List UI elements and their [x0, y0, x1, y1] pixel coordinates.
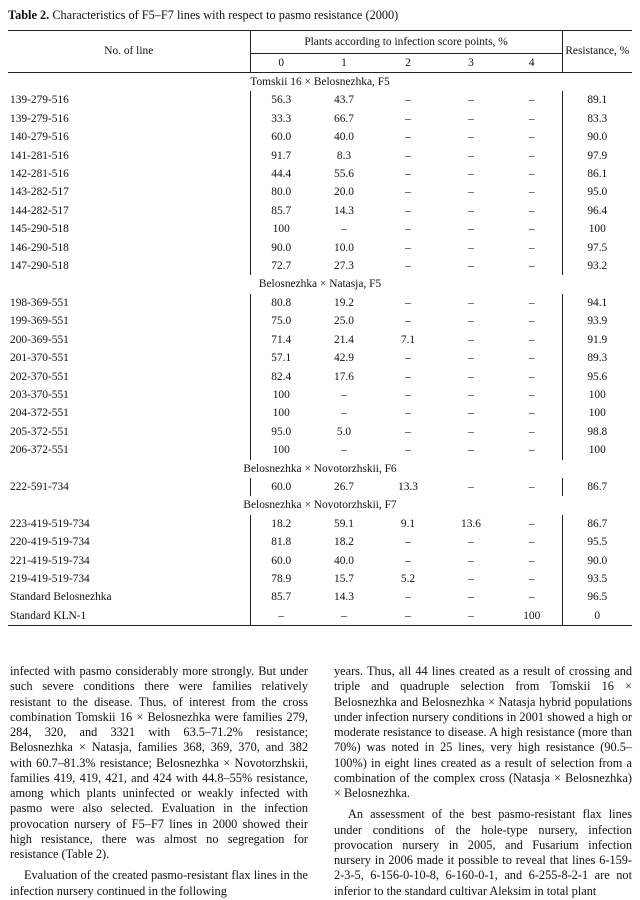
score-cell-2: –	[405, 407, 411, 420]
score-cell-1: 19.2	[334, 296, 354, 309]
score-cell-3: –	[468, 149, 474, 162]
table-caption-label: Table 2.	[8, 8, 50, 22]
score-cell-4: –	[528, 352, 535, 365]
line-number-cell: 144-282-517	[10, 204, 69, 217]
resistance-cell: 95.6	[562, 368, 632, 386]
score-cell-4: –	[528, 536, 535, 549]
table-row	[8, 368, 632, 386]
score-cell-4: –	[528, 260, 535, 273]
resistance-cell: 100	[562, 404, 632, 422]
group-title: Tomskii 16 × Belosnezhka, F5	[250, 76, 390, 88]
score-cell-3: –	[468, 204, 474, 217]
table-row	[8, 91, 632, 109]
score-cell-4: –	[528, 94, 535, 107]
score-cell-3: –	[468, 425, 474, 438]
score-cell-2: 7.1	[400, 333, 416, 346]
score-cell-4: –	[528, 112, 535, 125]
body-paragraph: infected with pasmo considerably more strongly. But under such severe conditions there were families relatively resistant to the disease. Thus, of interest from the cross combination Tomskii 16 × Belosnezhka were families 279, 284, 320, and 3321 with 63.5–71.2% resistance; Belosnezhka × Natasja, families 368, 369, 370, and 382 with 60.7–81.3% resistance; Belosnezhka × Novotorzhskii, families 419, 419, 421, and 424 with 44.8–55% resistance, among which plants uninfected or weakly infected with pasmo were also selected. Evaluation in the infection provocation nursery of F5–F7 lines in 2000 showed their high resistance, there was almost no segregation for resistance (Table 2).	[10, 664, 308, 861]
score-cell-1: 10.0	[334, 241, 354, 254]
score-cell-2: 5.2	[400, 572, 416, 585]
line-number-cell: 141-281-516	[10, 149, 69, 162]
score-cell-0: –	[250, 607, 312, 626]
score-cell-3: –	[468, 554, 474, 567]
score-cell-3: –	[468, 94, 474, 107]
table-row	[8, 239, 632, 257]
resistance-cell: 93.9	[562, 312, 632, 330]
score-cell-1: 18.2	[334, 536, 354, 549]
score-cell-4: –	[528, 554, 535, 567]
score-cell-4: –	[528, 517, 535, 530]
score-cell-3: –	[468, 186, 474, 199]
score-cell-4: –	[528, 591, 535, 604]
score-cell-3: –	[468, 572, 474, 585]
score-cell-2: –	[405, 168, 411, 181]
score-cell-3: 13.6	[461, 517, 481, 530]
score-cell-1: 26.7	[334, 480, 354, 493]
table-group-row	[8, 460, 632, 478]
score-cell-2: –	[405, 149, 411, 162]
table-row	[8, 128, 632, 146]
score-cell-1: –	[341, 444, 347, 457]
score-cell-4: –	[528, 204, 535, 217]
line-number-cell: 146-290-518	[10, 241, 69, 254]
score-cell-1: –	[312, 607, 376, 626]
score-cell-1: –	[341, 388, 347, 401]
score-cell-3: –	[468, 112, 474, 125]
score-cell-4: –	[528, 315, 535, 328]
group-title: Belosnezhka × Novotorzhskii, F7	[243, 499, 397, 512]
line-number-cell: 219-419-519-734	[10, 572, 90, 585]
score-cell-0: 85.7	[250, 202, 312, 220]
score-cell-0: 100	[250, 220, 312, 238]
line-number-cell: 147-290-518	[10, 260, 69, 273]
score-cell-0: 80.0	[250, 183, 312, 201]
score-cell-2: –	[405, 204, 411, 217]
table-row	[8, 515, 632, 533]
table-row	[8, 294, 632, 312]
line-number-cell: 222-591-734	[10, 480, 69, 493]
score-cell-1: 40.0	[334, 131, 354, 144]
body-paragraph: An assessment of the best pasmo-resistant flax lines under conditions of the hole-type nursery, infection provocation nursery in 2005, and Fusarium infection nursery in 2006 made it possible to reveal that lines 6-159-2-3-5, 6-156-0-10-8, 6-160-0-1, and 6-255-8-2-1 are not inferior to the standard cultivar Aleksim in total plant	[334, 807, 632, 898]
score-cell-1: 43.7	[334, 94, 354, 107]
score-cell-4: –	[528, 388, 535, 401]
line-number-cell: 221-419-519-734	[10, 554, 90, 567]
score-cell-2: –	[405, 444, 411, 457]
score-cell-3: –	[468, 352, 474, 365]
table-row	[8, 607, 632, 626]
line-number-cell: 140-279-516	[10, 131, 69, 144]
table-group-row	[8, 73, 632, 92]
score-cell-0: 60.0	[250, 552, 312, 570]
line-number-cell: 201-370-551	[10, 352, 69, 365]
resistance-cell: 100	[562, 220, 632, 238]
score-cell-2: –	[405, 315, 411, 328]
score-cell-2: –	[405, 296, 411, 309]
line-number-cell: 199-369-551	[10, 315, 69, 328]
score-cell-0: 78.9	[250, 570, 312, 588]
score-cell-3: –	[468, 388, 474, 401]
score-cell-0: 33.3	[250, 110, 312, 128]
score-cell-2: –	[405, 223, 411, 236]
line-number-cell: 223-419-519-734	[10, 517, 90, 530]
score-cell-4: –	[528, 572, 535, 585]
table-header	[8, 31, 632, 73]
score-cell-2: –	[405, 186, 411, 199]
group-title: Belosnezhka × Natasja, F5	[258, 278, 382, 291]
resistance-cell: 97.9	[562, 147, 632, 165]
score-cell-4: –	[528, 444, 535, 457]
header-score-point-3: 3	[440, 54, 502, 73]
resistance-cell: 91.9	[562, 331, 632, 349]
table-row	[8, 349, 632, 367]
table-caption-text: Characteristics of F5–F7 lines with respect to pasmo resistance (2000)	[52, 8, 399, 22]
resistance-cell: 89.3	[562, 349, 632, 367]
score-cell-4: –	[528, 407, 535, 420]
score-cell-3: –	[468, 315, 474, 328]
resistance-cell: 94.1	[562, 294, 632, 312]
body-text-left-column	[10, 664, 308, 899]
score-cell-4: –	[528, 333, 535, 346]
table-row	[8, 331, 632, 349]
score-cell-0: 90.0	[250, 239, 312, 257]
score-cell-3: –	[468, 333, 474, 346]
score-cell-4: –	[528, 370, 535, 383]
table-row	[8, 570, 632, 588]
score-cell-0: 82.4	[250, 368, 312, 386]
line-number-cell: 198-369-551	[10, 296, 69, 309]
score-cell-2: –	[405, 94, 411, 107]
group-title: Belosnezhka × Novotorzhskii, F6	[243, 462, 397, 475]
score-cell-3: –	[468, 296, 474, 309]
line-number-cell: 143-282-517	[10, 186, 69, 199]
score-cell-1: –	[341, 223, 347, 236]
score-cell-1: 14.3	[334, 204, 354, 217]
table-row	[8, 478, 632, 496]
score-cell-4: –	[528, 186, 535, 199]
header-resistance: Resistance, %	[562, 31, 632, 73]
score-cell-1: 17.6	[334, 370, 354, 383]
score-cell-1: 66.7	[334, 112, 354, 125]
line-number-cell: 202-370-551	[10, 370, 69, 383]
score-cell-3: –	[468, 223, 474, 236]
table-group-row	[8, 496, 632, 514]
score-cell-4: –	[528, 425, 535, 438]
score-cell-0: 60.0	[250, 128, 312, 146]
score-cell-3: –	[468, 444, 474, 457]
score-cell-3: –	[468, 536, 474, 549]
resistance-cell: 95.5	[562, 533, 632, 551]
score-cell-1: 8.3	[336, 149, 352, 162]
resistance-cell: 90.0	[562, 128, 632, 146]
resistance-cell: 100	[562, 441, 632, 459]
body-text-right-column	[334, 664, 632, 899]
resistance-cell: 90.0	[562, 552, 632, 570]
header-score-point-0: 0	[250, 54, 312, 73]
header-plants-group: Plants according to infection score points, %	[250, 31, 562, 54]
score-cell-2: –	[405, 131, 411, 144]
table-row	[8, 220, 632, 238]
resistance-table	[8, 30, 632, 626]
resistance-cell: 98.8	[562, 423, 632, 441]
line-number-cell: Standard KLN-1	[8, 607, 250, 626]
resistance-cell: 86.7	[562, 478, 632, 496]
score-cell-1: 59.1	[334, 517, 354, 530]
score-cell-2: –	[405, 536, 411, 549]
score-cell-3: –	[468, 168, 474, 181]
score-cell-0: 80.8	[250, 294, 312, 312]
line-number-cell: 142-281-516	[10, 168, 69, 181]
score-cell-1: 27.3	[334, 260, 354, 273]
score-cell-2: 9.1	[400, 517, 416, 530]
score-cell-0: 44.4	[250, 165, 312, 183]
score-cell-1: 40.0	[334, 554, 354, 567]
line-number-cell: 203-370-551	[10, 388, 69, 401]
score-cell-0: 72.7	[250, 257, 312, 275]
header-score-point-4: 4	[502, 54, 562, 73]
score-cell-0: 100	[250, 441, 312, 459]
score-cell-1: 15.7	[334, 572, 354, 585]
score-cell-1: 25.0	[334, 315, 354, 328]
score-cell-4: –	[528, 149, 535, 162]
score-cell-3: –	[468, 591, 474, 604]
score-cell-0: 100	[250, 386, 312, 404]
line-number-cell: 204-372-551	[10, 407, 69, 420]
score-cell-4: 100	[502, 607, 562, 626]
score-cell-4: –	[528, 131, 535, 144]
table-row	[8, 257, 632, 275]
table-row	[8, 552, 632, 570]
resistance-cell: 83.3	[562, 110, 632, 128]
score-cell-0: 18.2	[250, 515, 312, 533]
score-cell-2: –	[405, 370, 411, 383]
score-cell-0: 57.1	[250, 349, 312, 367]
score-cell-4: –	[528, 241, 535, 254]
line-number-cell: 145-290-518	[10, 223, 69, 236]
score-cell-4: –	[528, 168, 535, 181]
table-row	[8, 386, 632, 404]
score-cell-3: –	[468, 260, 474, 273]
table-row	[8, 588, 632, 606]
table-row	[8, 533, 632, 551]
line-number-cell: 220-419-519-734	[10, 536, 90, 549]
score-cell-1: 5.0	[336, 425, 352, 438]
score-cell-3: –	[468, 241, 474, 254]
line-number-cell: 139-279-516	[10, 94, 69, 107]
score-cell-0: 56.3	[250, 91, 312, 109]
score-cell-0: 60.0	[250, 478, 312, 496]
score-cell-0: 75.0	[250, 312, 312, 330]
resistance-cell: 0	[562, 607, 632, 626]
resistance-cell: 93.2	[562, 257, 632, 275]
body-paragraph: years. Thus, all 44 lines created as a result of crossing and triple and quadruple selection from Tomskii 16 × Belosnezhka and Belosnezhka × Natasja hybrid populations under infection nursery conditions in 2001 showed a high or moderate resistance to disease. A high resistance (more than 70%) was noted in 25 lines, very high resistance (90.5–100%) in eight lines created as a result of selection from a combination of the complex cross (Natasja × Belosnezhka) × Belosnezhka.	[334, 664, 632, 800]
table-group-row	[8, 275, 632, 293]
score-cell-2: –	[405, 352, 411, 365]
resistance-cell: 96.4	[562, 202, 632, 220]
score-cell-4: –	[528, 296, 535, 309]
table-body	[8, 73, 632, 626]
header-score-point-2: 2	[376, 54, 440, 73]
score-cell-2: –	[405, 260, 411, 273]
line-number-cell: Standard Belosnezhka	[10, 591, 112, 604]
table-row	[8, 147, 632, 165]
score-cell-1: 55.6	[334, 168, 354, 181]
score-cell-2: –	[405, 591, 411, 604]
line-number-cell: 139-279-516	[10, 112, 69, 125]
score-cell-1: 20.0	[334, 186, 354, 199]
score-cell-2: –	[405, 241, 411, 254]
resistance-cell: 86.1	[562, 165, 632, 183]
score-cell-4: –	[528, 223, 535, 236]
score-cell-1: 21.4	[334, 333, 354, 346]
score-cell-1: 14.3	[334, 591, 354, 604]
score-cell-2: –	[376, 607, 440, 626]
score-cell-1: 42.9	[334, 352, 354, 365]
score-cell-3: –	[468, 480, 474, 493]
resistance-cell: 95.0	[562, 183, 632, 201]
score-cell-4: –	[528, 480, 535, 493]
score-cell-0: 71.4	[250, 331, 312, 349]
score-cell-2: 13.3	[398, 480, 418, 493]
score-cell-0: 85.7	[250, 588, 312, 606]
score-cell-2: –	[405, 112, 411, 125]
score-cell-0: 91.7	[250, 147, 312, 165]
score-cell-3: –	[440, 607, 502, 626]
resistance-cell: 100	[562, 386, 632, 404]
line-number-cell: 205-372-551	[10, 425, 69, 438]
table-row	[8, 202, 632, 220]
table-row	[8, 165, 632, 183]
table-row	[8, 423, 632, 441]
header-line-number: No. of line	[8, 31, 250, 73]
table-row	[8, 110, 632, 128]
score-cell-3: –	[468, 407, 474, 420]
score-cell-2: –	[405, 554, 411, 567]
score-cell-0: 95.0	[250, 423, 312, 441]
table-caption	[8, 8, 632, 23]
table-row	[8, 404, 632, 422]
score-cell-2: –	[405, 425, 411, 438]
score-cell-2: –	[405, 388, 411, 401]
table-row	[8, 441, 632, 459]
table-row	[8, 312, 632, 330]
score-cell-3: –	[468, 370, 474, 383]
resistance-cell: 86.7	[562, 515, 632, 533]
score-cell-0: 81.8	[250, 533, 312, 551]
resistance-cell: 97.5	[562, 239, 632, 257]
body-paragraph: Evaluation of the created pasmo-resistant flax lines in the infection nursery continued in the following	[10, 868, 308, 898]
line-number-cell: 200-369-551	[10, 333, 69, 346]
header-score-point-1: 1	[312, 54, 376, 73]
score-cell-3: –	[468, 131, 474, 144]
resistance-cell: 93.5	[562, 570, 632, 588]
resistance-cell: 96.5	[562, 588, 632, 606]
table-row	[8, 183, 632, 201]
line-number-cell: 206-372-551	[10, 444, 69, 457]
resistance-cell: 89.1	[562, 91, 632, 109]
score-cell-0: 100	[250, 404, 312, 422]
score-cell-1: –	[341, 407, 347, 420]
